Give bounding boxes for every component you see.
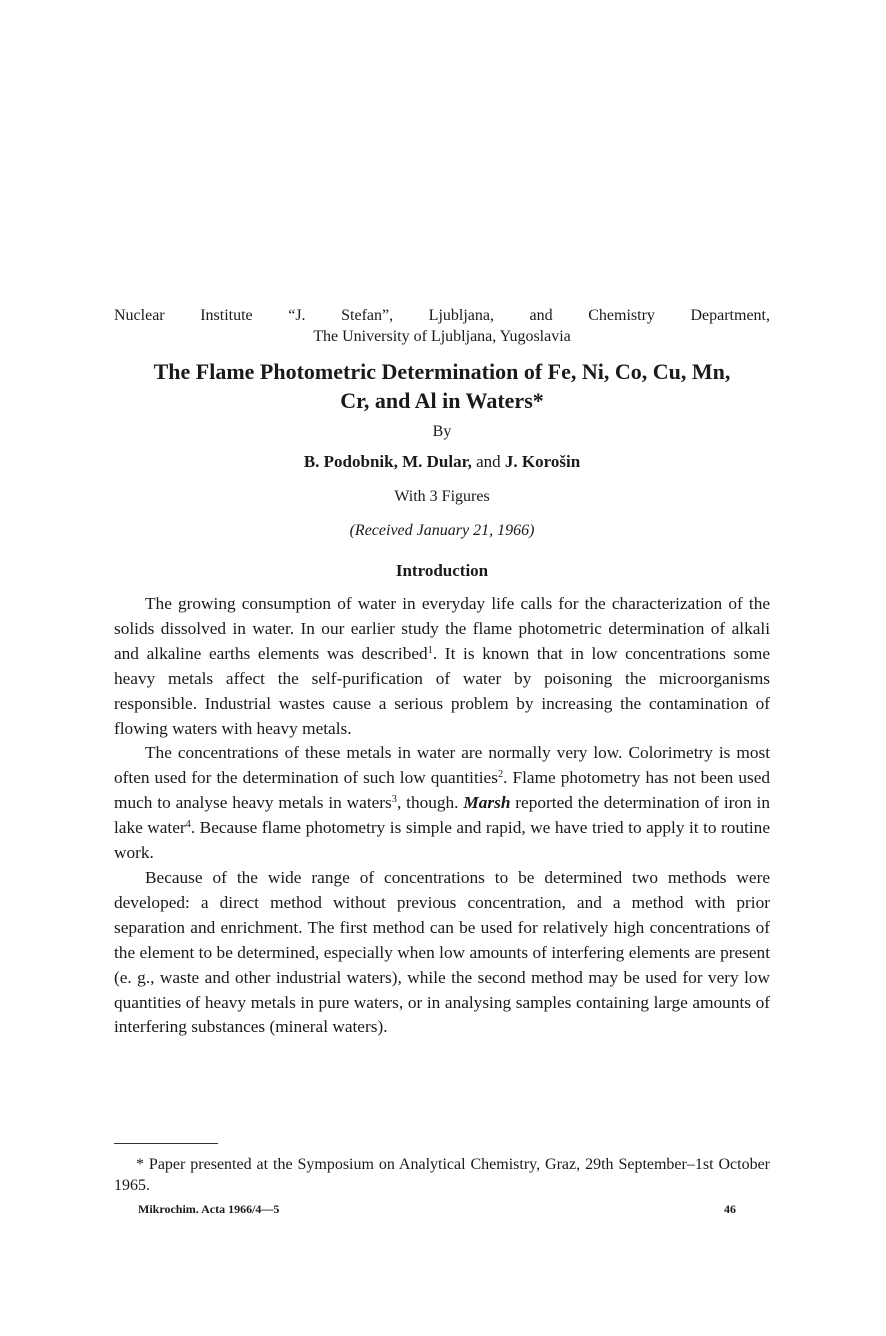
figures-note: With 3 Figures [394, 488, 490, 505]
reference-3: 3 [391, 794, 397, 806]
reference-4: 4 [185, 818, 191, 830]
authors [114, 452, 770, 472]
author-2: M. Dular, [402, 452, 472, 471]
affiliation-line-1: Nuclear Institute “J. Stefan”, Ljubljana, and Chemistry Department, [114, 307, 770, 324]
authors-conjunction: and [476, 452, 501, 471]
paper-title [114, 357, 770, 415]
title-line-1: The Flame Photometric Determination of Fe, Ni, Co, Cu, Mn, [153, 359, 731, 384]
paragraph-1 [114, 592, 770, 741]
introduction-body [114, 592, 770, 1040]
paragraph-2-text-c: , though. [396, 793, 464, 813]
paragraph-2-text-a: The concentrations of these metals in water are normally very low. Colorimetry is most often used for the determination of such low quantities [114, 743, 770, 788]
author-3: J. Korošin [504, 452, 581, 471]
reference-2: 2 [497, 769, 504, 781]
paragraph-2 [114, 741, 770, 866]
journal-reference: Mikrochim. Acta 1966/4—5 [138, 1202, 280, 1216]
paragraph-1-text-b: . It is known that in low concentrations some heavy metals affect the self-purification of water by poisoning the microorganisms responsible. Industrial wastes cause a serious problem by increasing the contamination of flowing waters with heavy metals. [114, 643, 770, 738]
paragraph-3: Because of the wide range of concentrations to be determined two methods were developed: a direct method without previous concentration, and a method with prior separation and enrichment. The first method can be used for relatively high concentrations of the element to be determined, especially when low amounts of interfering elements are present (e. g., waste and other industrial waters), while the second method may be used for very low quantities of heavy metals in pure waters, or in analysing samples containing large amounts of interfering substances (mineral waters). [114, 867, 770, 1037]
byline: By [432, 423, 452, 440]
paragraph-2-text-b: . Flame photometry has not been used much to analyse heavy metals in waters [114, 768, 770, 813]
author-1: B. Podobnik, [303, 452, 398, 471]
paragraph-2-text-e: . Because flame photometry is simple and rapid, we have tried to apply it to routine work. [114, 818, 770, 863]
affiliation [114, 305, 770, 347]
section-heading-introduction: Introduction [395, 561, 489, 580]
received-date: (Received January 21, 1966) [349, 522, 535, 539]
cited-author-marsh: Marsh [463, 793, 511, 813]
reference-1: 1 [427, 644, 433, 656]
footnote: * Paper presented at the Symposium on Analytical Chemistry, Graz, 29th September–1st October 1965. [114, 1156, 770, 1194]
paragraph-2-text-d: reported the determination of iron in lake water [114, 793, 770, 838]
page-number: 46 [724, 1202, 736, 1216]
footnote-divider [114, 1143, 218, 1144]
title-line-2: Cr, and Al in Waters* [340, 388, 544, 413]
affiliation-line-2: The University of Ljubljana, Yugoslavia [313, 328, 571, 345]
paragraph-1-text-a: The growing consumption of water in everyday life calls for the characterization of the solids dissolved in water. In our earlier study the flame photometric determination of alkali and alkaline earths elements was described [114, 594, 770, 663]
